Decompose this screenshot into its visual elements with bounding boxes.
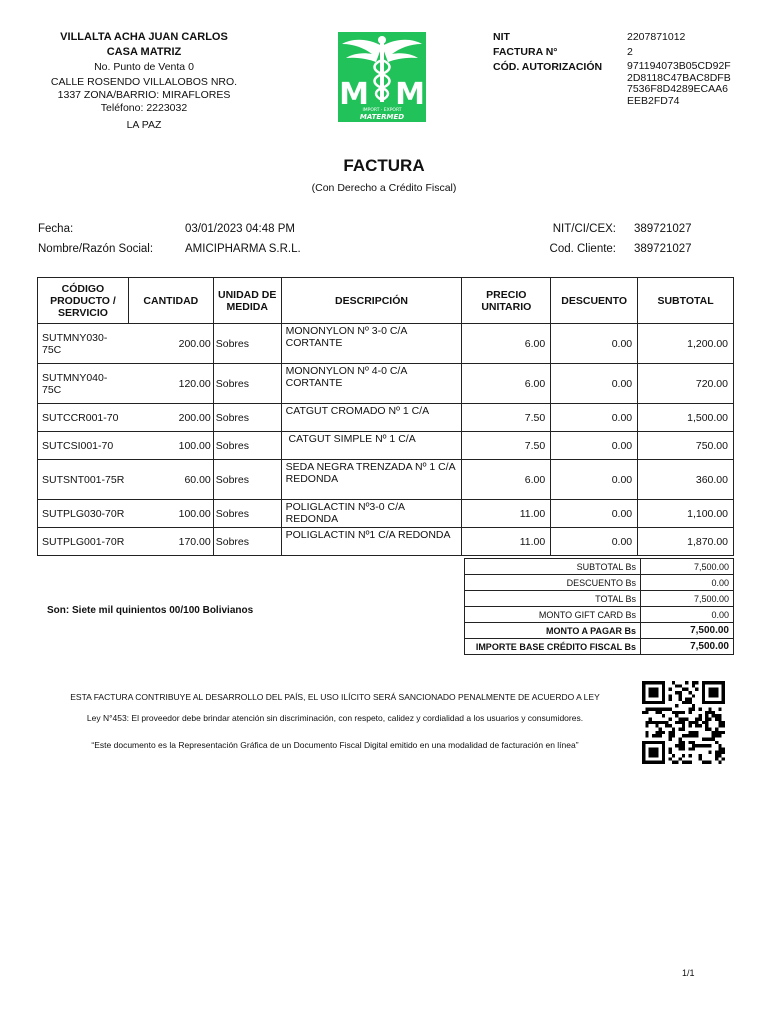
header-code-line: SERVICIO (57, 306, 108, 319)
cell-price: 11.00 (462, 528, 551, 556)
header-discount: DESCUENTO (551, 278, 638, 324)
issuer-address-line1: CALLE ROSENDO VILLALOBOS NRO. (50, 76, 238, 88)
header-unit-price (462, 278, 551, 324)
totals-row (465, 591, 734, 607)
company-logo (338, 32, 426, 122)
description-line: CORTANTE (285, 337, 343, 349)
cell-description (281, 404, 462, 432)
totals-table (464, 558, 734, 655)
cell-subtotal: 360.00 (638, 460, 734, 500)
cell-code: SUTSNT001-75R (38, 460, 129, 500)
auth-code-line: EEB2FD74 (627, 94, 680, 107)
auth-code-line: 2D8118C47BAC8DFB (627, 71, 731, 84)
totals-row (465, 575, 734, 591)
issuer-branch: CASA MATRIZ (106, 46, 182, 58)
cell-quantity: 200.00 (128, 324, 213, 364)
cell-discount: 0.00 (551, 500, 638, 528)
cell-code: SUTCSI001-70 (38, 432, 129, 460)
table-row (38, 324, 734, 364)
cell-code: SUTCCR001-70 (38, 404, 129, 432)
header-price-line: PRECIO (486, 288, 527, 301)
cell-description (281, 460, 462, 500)
description-line: MONONYLON Nº 3-0 C/A (285, 325, 408, 337)
invoice-number-label: FACTURA N° (493, 46, 558, 58)
header-code-line: CÓDIGO (61, 282, 105, 295)
cell-discount: 0.00 (551, 432, 638, 460)
cell-subtotal: 1,870.00 (638, 528, 734, 556)
document-title: FACTURA (343, 156, 425, 175)
header-description: DESCRIPCIÓN (281, 278, 462, 324)
items-table (37, 277, 734, 556)
cell-quantity: 60.00 (128, 460, 213, 500)
auth-code-line: 7536F8D4289ECAA6 (627, 83, 728, 95)
issuer-city: LA PAZ (126, 119, 162, 131)
tax-base-label: IMPORTE BASE CRÉDITO FISCAL Bs (465, 639, 641, 655)
cell-price: 6.00 (462, 364, 551, 404)
cell-quantity: 170.00 (128, 528, 213, 556)
client-nit-value: 389721027 (634, 223, 692, 235)
cell-price: 6.00 (462, 324, 551, 364)
table-row (38, 404, 734, 432)
client-code-label: Cod. Cliente: (549, 243, 616, 255)
cell-price: 7.50 (462, 432, 551, 460)
auth-code-line: 971194073B05CD92F (627, 60, 731, 72)
header-unit (213, 278, 281, 324)
header-quantity: CANTIDAD (128, 278, 213, 324)
cell-discount: 0.00 (551, 460, 638, 500)
table-row (38, 364, 734, 404)
table-row (38, 500, 734, 528)
cell-unit: Sobres (213, 500, 281, 528)
nit-label: NIT (493, 31, 510, 43)
qr-code (642, 681, 725, 764)
invoice-number-value: 2 (627, 46, 633, 58)
tax-base-value: 7,500.00 (641, 639, 734, 655)
amount-to-pay-label: MONTO A PAGAR Bs (465, 623, 641, 639)
cell-subtotal: 720.00 (638, 364, 734, 404)
digital-document-notice: “Este documento es la Representación Gráfica de un Documento Fiscal Digital emitido en una modalidad de facturación en línea” (91, 740, 579, 750)
issuer-block (40, 31, 248, 134)
cell-subtotal: 1,200.00 (638, 324, 734, 364)
gift-card-label: MONTO GIFT CARD Bs (465, 607, 641, 623)
legal-notice: ESTA FACTURA CONTRIBUYE AL DESARROLLO DEL PAÍS, EL USO ILÍCITO SERÁ SANCIONADO PENALMENTE DE ACUERDO A LEY (70, 692, 600, 702)
cell-unit: Sobres (213, 324, 281, 364)
table-header-row (38, 278, 734, 324)
auth-code-value (627, 61, 737, 107)
header-unit-line: MEDIDA (226, 300, 268, 313)
logo-letter-right: M (395, 77, 425, 112)
description-line: REDONDA (285, 473, 339, 485)
cell-subtotal: 1,500.00 (638, 404, 734, 432)
header-price-line: UNITARIO (481, 300, 532, 313)
description-line: CORTANTE (285, 377, 343, 389)
description-line: CATGUT CROMADO Nº 1 C/A (285, 405, 430, 417)
description-line: POLIGLACTIN Nº3-0 C/A REDONDA (285, 501, 405, 525)
nit-value: 2207871012 (627, 31, 686, 43)
cell-unit: Sobres (213, 404, 281, 432)
date-value: 03/01/2023 04:48 PM (185, 223, 295, 235)
auth-code-label: CÓD. AUTORIZACIÓN (493, 61, 603, 73)
cell-description (281, 432, 462, 460)
cell-description (281, 528, 462, 556)
cell-code: SUTMNY030-75C (38, 324, 129, 364)
client-name-label: Nombre/Razón Social: (38, 243, 154, 255)
table-row (38, 528, 734, 556)
cell-discount: 0.00 (551, 528, 638, 556)
cell-code: SUTMNY040-75C (38, 364, 129, 404)
description-line: POLIGLACTIN Nº1 C/A REDONDA (285, 529, 451, 541)
header-unit-line: UNIDAD DE (218, 288, 277, 301)
description-line: SEDA NEGRA TRENZADA Nº 1 C/A (285, 461, 456, 473)
cell-description (281, 500, 462, 528)
document-subtitle: (Con Derecho a Crédito Fiscal) (311, 182, 457, 194)
consumer-law-notice: Ley N°453: El proveedor debe brindar atención sin discriminación, con respeto, calidez y cordialidad a los usuarios y consumidores. (86, 713, 584, 723)
header-subtotal: SUBTOTAL (638, 278, 734, 324)
cell-unit: Sobres (213, 460, 281, 500)
cell-description (281, 364, 462, 404)
issuer-name: VILLALTA ACHA JUAN CARLOS (60, 31, 228, 43)
cell-quantity: 100.00 (128, 500, 213, 528)
totals-row (465, 623, 734, 639)
cell-unit: Sobres (213, 364, 281, 404)
cell-code: SUTPLG030-70R (38, 500, 129, 528)
table-row (38, 460, 734, 500)
cell-subtotal: 1,100.00 (638, 500, 734, 528)
subtotal-value: 7,500.00 (641, 559, 734, 575)
total-value: 7,500.00 (641, 591, 734, 607)
total-label: TOTAL Bs (465, 591, 641, 607)
issuer-point-of-sale: No. Punto de Venta 0 (94, 61, 194, 73)
description-line: CATGUT SIMPLE Nº 1 C/A (285, 433, 416, 445)
totals-row (465, 639, 734, 655)
logo-brand: MATERMED (359, 113, 405, 121)
header-code-line: PRODUCTO / (50, 294, 116, 307)
cell-unit: Sobres (213, 432, 281, 460)
page-number: 1/1 (682, 968, 695, 978)
table-row (38, 432, 734, 460)
date-label: Fecha: (38, 223, 74, 235)
client-name-value: AMICIPHARMA S.R.L. (185, 243, 301, 255)
invoice-meta (493, 31, 737, 107)
cell-price: 7.50 (462, 404, 551, 432)
logo-letter-left: M (339, 77, 369, 112)
cell-subtotal: 750.00 (638, 432, 734, 460)
cell-code: SUTPLG001-70R (38, 528, 129, 556)
client-code-value: 389721027 (634, 243, 692, 255)
cell-discount: 0.00 (551, 364, 638, 404)
issuer-phone: Teléfono: 2223032 (100, 102, 188, 114)
cell-price: 6.00 (462, 460, 551, 500)
subtotal-label: SUBTOTAL Bs (465, 559, 641, 575)
header-code (38, 278, 129, 324)
description-line: MONONYLON Nº 4-0 C/A (285, 365, 408, 377)
cell-discount: 0.00 (551, 404, 638, 432)
cell-quantity: 200.00 (128, 404, 213, 432)
logo-tagline: IMPORT · EXPORT (362, 108, 402, 113)
cell-quantity: 100.00 (128, 432, 213, 460)
amount-to-pay-value: 7,500.00 (641, 623, 734, 639)
cell-discount: 0.00 (551, 324, 638, 364)
discount-label: DESCUENTO Bs (465, 575, 641, 591)
totals-row (465, 607, 734, 623)
amount-in-words: Son: Siete mil quinientos 00/100 Bolivianos (47, 605, 254, 616)
discount-value: 0.00 (641, 575, 734, 591)
totals-row (465, 559, 734, 575)
cell-description (281, 324, 462, 364)
cell-price: 11.00 (462, 500, 551, 528)
client-nit-label: NIT/CI/CEX: (552, 223, 616, 235)
gift-card-value: 0.00 (641, 607, 734, 623)
cell-quantity: 120.00 (128, 364, 213, 404)
issuer-address-line2: 1337 ZONA/BARRIO: MIRAFLORES (57, 89, 231, 101)
cell-unit: Sobres (213, 528, 281, 556)
